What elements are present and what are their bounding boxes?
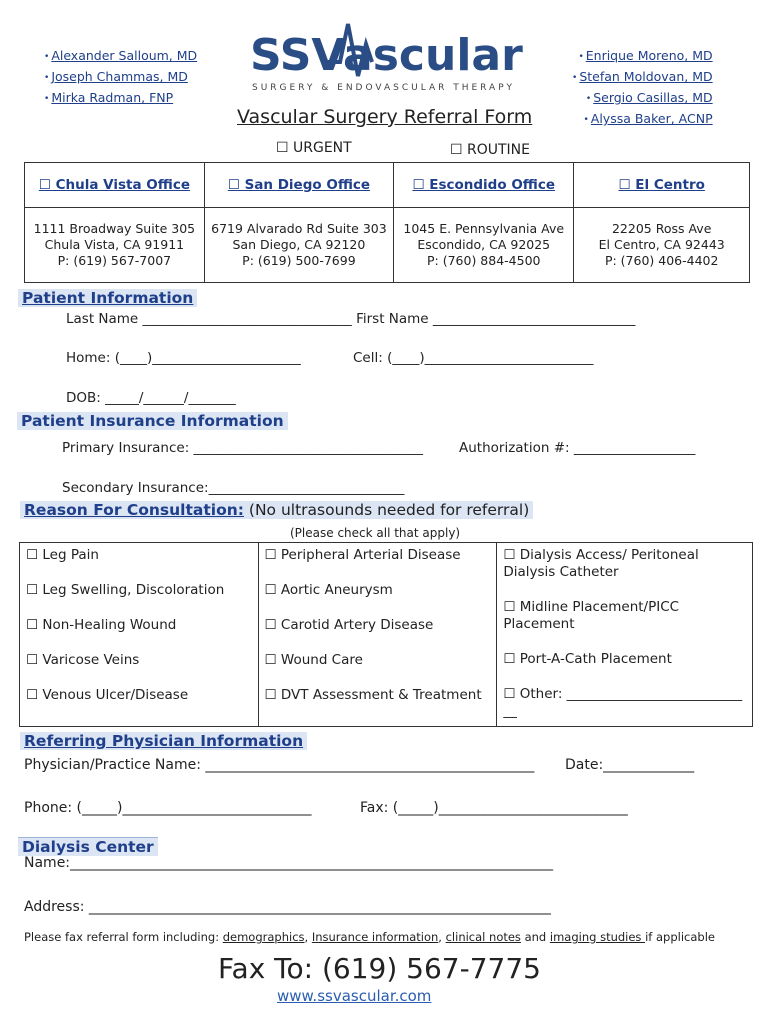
physician-fax-field[interactable]: Fax: (_____)___________________________	[360, 800, 628, 816]
office-escondido-checkbox[interactable]: ☐ Escondido Office	[394, 163, 574, 208]
doctor-entry: • Alyssa Baker, ACNP	[583, 111, 713, 126]
physician-heading: Referring Physician Information	[20, 732, 307, 750]
routine-checkbox[interactable]: ☐ ROUTINE	[450, 142, 530, 158]
office-address	[204, 208, 393, 283]
doctor-name: Joseph Chammas, MD	[51, 69, 188, 84]
address-line: 1045 E. Pennsylvania Ave	[403, 221, 565, 236]
footnote-separator: ,	[438, 930, 446, 944]
reason-wound-care-checkbox[interactable]: ☐ Wound Care	[264, 652, 363, 668]
reason-aortic-aneurysm-checkbox[interactable]: ☐ Aortic Aneurysm	[264, 582, 393, 598]
doctor-name: Mirka Radman, FNP	[51, 90, 174, 105]
doctor-entry: • Alexander Salloum, MD	[44, 48, 198, 63]
footnote-prefix: Please fax referral form including:	[24, 930, 223, 944]
office-address	[25, 208, 205, 283]
dialysis-heading: Dialysis Center	[18, 837, 158, 856]
address-city: San Diego, CA 92120	[232, 237, 366, 252]
website-link[interactable]: www.ssvascular.com	[277, 987, 432, 1005]
footnote-clinical: clinical notes	[445, 930, 521, 944]
reason-column-3	[497, 543, 753, 727]
office-chula-vista-checkbox[interactable]: ☐ Chula Vista Office	[25, 163, 205, 208]
reason-dvt-checkbox[interactable]: ☐ DVT Assessment & Treatment	[264, 687, 482, 703]
secondary-insurance-field[interactable]: Secondary Insurance:_____________________________	[62, 480, 405, 496]
footnote-separator: ,	[304, 930, 312, 944]
reason-column-1	[20, 543, 259, 727]
doctor-name: Alyssa Baker, ACNP	[590, 111, 713, 126]
reason-column-2	[258, 543, 497, 727]
office-el-centro-checkbox[interactable]: ☐ El Centro	[574, 163, 750, 208]
doctor-list-right	[572, 46, 713, 130]
footnote-suffix: if applicable	[645, 930, 715, 944]
address-line: 1111 Broadway Suite 305	[33, 221, 196, 236]
cell-phone-field[interactable]: Cell: (____)_________________________	[353, 350, 594, 366]
logo-main-text: SSVascular	[250, 30, 523, 81]
referral-date-field[interactable]: Date:_____________	[565, 757, 695, 773]
reason-heading	[20, 501, 533, 519]
doctor-name: Stefan Moldovan, MD	[579, 69, 713, 84]
logo	[248, 14, 548, 98]
physician-phone-field[interactable]: Phone: (_____)___________________________	[24, 800, 312, 816]
reason-midline-picc-checkbox[interactable]: ☐ Midline Placement/PICC Placement	[503, 599, 680, 632]
doctor-entry: • Joseph Chammas, MD	[44, 69, 188, 84]
reason-dialysis-access-checkbox[interactable]: ☐ Dialysis Access/ Peritoneal Dialysis Catheter	[503, 547, 699, 580]
office-san-diego-checkbox[interactable]: ☐ San Diego Office	[204, 163, 393, 208]
dialysis-name-field[interactable]: Name:_____________________________________________________________________	[24, 855, 554, 871]
reason-leg-pain-checkbox[interactable]: ☐ Leg Pain	[26, 547, 99, 563]
footnote-insurance: Insurance information	[311, 930, 439, 944]
reason-leg-swelling-checkbox[interactable]: ☐ Leg Swelling, Discoloration	[26, 582, 225, 598]
doctor-entry: • Sergio Casillas, MD	[585, 90, 713, 105]
primary-insurance-field[interactable]: Primary Insurance: __________________________________	[62, 440, 424, 456]
office-table	[24, 162, 750, 283]
reason-table	[19, 542, 753, 727]
authorization-field[interactable]: Authorization #: __________________	[459, 440, 696, 456]
doctor-entry: • Enrique Moreno, MD	[578, 48, 713, 63]
reason-port-a-cath-checkbox[interactable]: ☐ Port-A-Cath Placement	[503, 651, 672, 667]
doctor-name: Alexander Salloum, MD	[51, 48, 198, 63]
reason-carotid-artery-checkbox[interactable]: ☐ Carotid Artery Disease	[264, 617, 434, 633]
urgent-checkbox[interactable]: ☐ URGENT	[276, 140, 352, 156]
fax-instructions	[24, 930, 715, 944]
address-city: El Centro, CA 92443	[598, 237, 725, 252]
reason-heading-label: Reason For Consultation:	[24, 501, 244, 519]
office-phone: P: (619) 500-7699	[242, 253, 356, 268]
footnote-separator: and	[520, 930, 550, 944]
practice-name-field[interactable]: Physician/Practice Name: _______________________________________________	[24, 757, 535, 773]
address-line: 6719 Alvarado Rd Suite 303	[211, 221, 387, 236]
doctor-name: Sergio Casillas, MD	[593, 90, 713, 105]
address-city: Escondido, CA 92025	[417, 237, 551, 252]
reason-other-field[interactable]: ☐ Other: ____________________________	[503, 686, 743, 719]
dob-field[interactable]: DOB: _____/______/_______	[66, 390, 236, 406]
patient-name-field[interactable]: Last Name _______________________________ First Name ______________________________	[66, 311, 636, 327]
insurance-heading: Patient Insurance Information	[17, 412, 288, 430]
office-phone: P: (760) 884-4500	[426, 253, 541, 268]
reason-note: (No ultrasounds needed for referral)	[248, 501, 530, 519]
form-title: Vascular Surgery Referral Form	[237, 106, 533, 128]
office-phone: P: (619) 567-7007	[57, 253, 172, 268]
reason-non-healing-wound-checkbox[interactable]: ☐ Non-Healing Wound	[26, 617, 177, 633]
office-address	[394, 208, 574, 283]
footnote-imaging: imaging studies	[549, 930, 646, 944]
patient-info-heading: Patient Information	[18, 289, 197, 307]
address-line: 22205 Ross Ave	[611, 221, 712, 236]
footnote-demographics: demographics	[222, 930, 305, 944]
office-address	[574, 208, 750, 283]
doctor-name: Enrique Moreno, MD	[585, 48, 713, 63]
reason-venous-ulcer-checkbox[interactable]: ☐ Venous Ulcer/Disease	[26, 687, 189, 703]
home-phone-field[interactable]: Home: (____)______________________	[66, 350, 301, 366]
office-phone: P: (760) 406-4402	[604, 253, 719, 268]
reason-hint: (Please check all that apply)	[290, 526, 461, 540]
reason-varicose-veins-checkbox[interactable]: ☐ Varicose Veins	[26, 652, 140, 668]
dialysis-address-field[interactable]: Address: __________________________________________________________________	[24, 899, 551, 915]
logo-sub-text: SURGERY & ENDOVASCULAR THERAPY	[252, 83, 515, 93]
fax-number: Fax To: (619) 567-7775	[218, 952, 541, 985]
doctor-entry: • Stefan Moldovan, MD	[572, 69, 713, 84]
doctor-list-left	[44, 46, 197, 109]
address-city: Chula Vista, CA 91911	[44, 237, 185, 252]
logo-graphic	[248, 14, 548, 94]
reason-peripheral-arterial-checkbox[interactable]: ☐ Peripheral Arterial Disease	[264, 547, 461, 563]
doctor-entry: • Mirka Radman, FNP	[44, 90, 174, 105]
